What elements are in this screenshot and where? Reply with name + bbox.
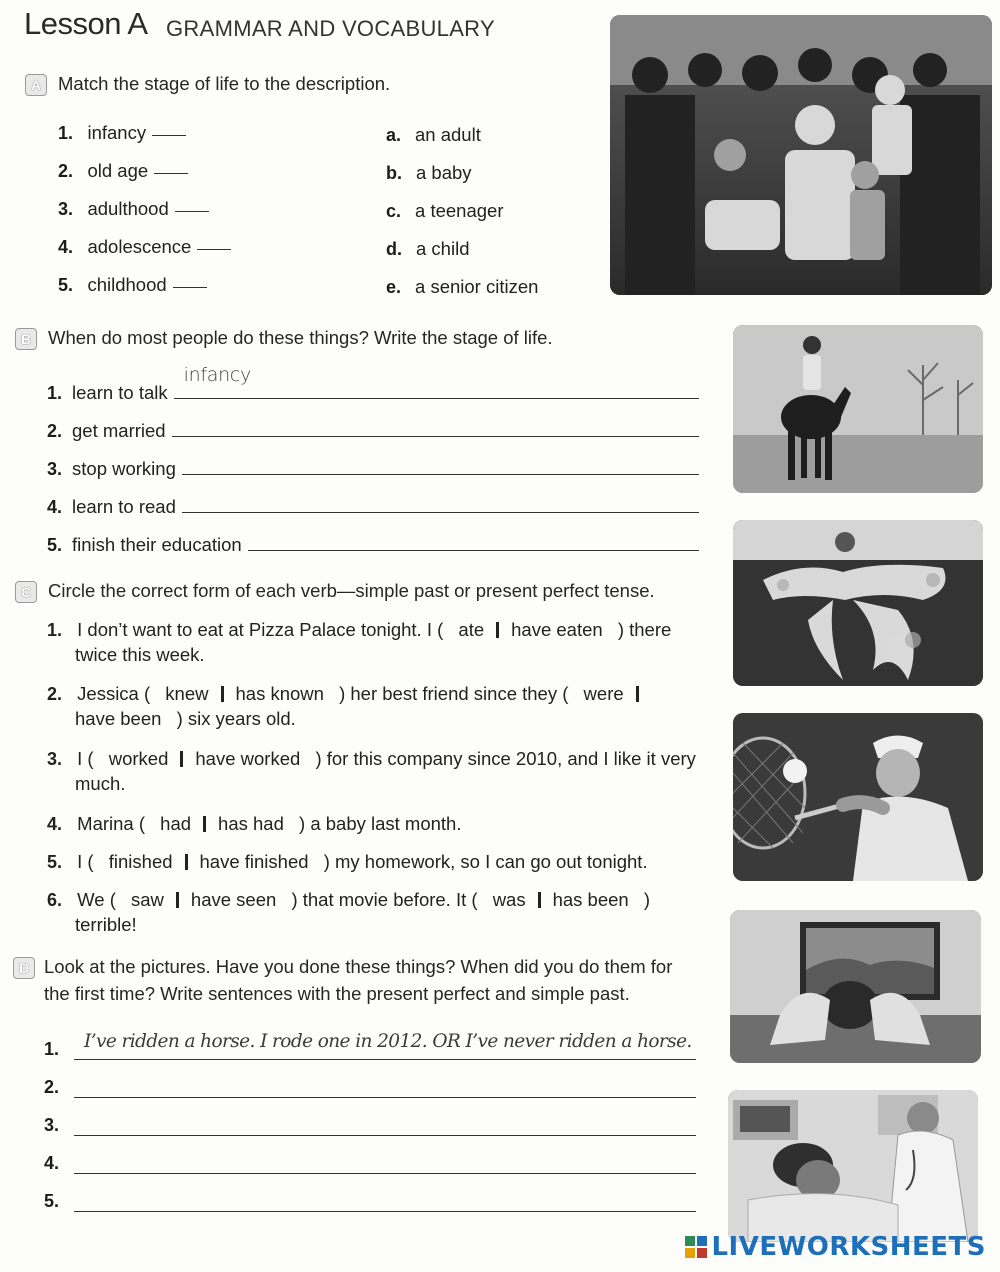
answer-line[interactable] bbox=[172, 414, 699, 437]
section-a-badge: A bbox=[25, 74, 47, 96]
question-text: I ( bbox=[77, 851, 94, 872]
choice-option[interactable]: has been bbox=[552, 889, 629, 910]
section-b-items bbox=[47, 364, 699, 566]
question-6 bbox=[47, 889, 650, 936]
option-text: a teenager bbox=[415, 200, 504, 221]
item-text: learn to talk bbox=[72, 382, 168, 403]
question-3 bbox=[47, 748, 696, 795]
list-item bbox=[47, 528, 699, 566]
item-number: 5. bbox=[47, 852, 63, 872]
section-a-items bbox=[58, 122, 231, 312]
list-item bbox=[386, 238, 538, 276]
list-item bbox=[58, 198, 231, 236]
item-number: 1. bbox=[47, 620, 63, 640]
list-item bbox=[58, 122, 231, 160]
item-text: get married bbox=[72, 420, 166, 441]
option-text: a child bbox=[416, 238, 470, 259]
choice-option[interactable]: had bbox=[160, 813, 192, 834]
choice-option[interactable]: has known bbox=[235, 683, 324, 704]
question-text: twice this week. bbox=[75, 644, 205, 665]
item-number: 2. bbox=[47, 421, 63, 441]
item-number: 1. bbox=[58, 123, 74, 143]
item-number: 1. bbox=[44, 1039, 60, 1059]
choice-option[interactable]: finished bbox=[108, 851, 173, 872]
horse-rider-photo bbox=[733, 325, 983, 493]
item-number: 4. bbox=[47, 814, 63, 834]
handwritten-answer: I’ve ridden a horse. I rode one in 2012. OR I’ve never ridden a horse. bbox=[84, 1031, 692, 1052]
question-text: ) there bbox=[617, 619, 672, 640]
question-text: ) her best friend since they ( bbox=[339, 683, 569, 704]
item-number: 2. bbox=[58, 161, 74, 181]
list-item bbox=[386, 276, 538, 314]
divider bbox=[203, 816, 206, 832]
hospital-patient-photo bbox=[728, 1090, 978, 1242]
list-item bbox=[386, 124, 538, 162]
liveworksheets-watermark bbox=[685, 1232, 986, 1262]
section-a-instruction: Match the stage of life to the description. bbox=[58, 73, 391, 94]
answer-blank[interactable] bbox=[197, 248, 231, 250]
choice-option[interactable]: were bbox=[583, 683, 624, 704]
item-text: stop working bbox=[72, 458, 176, 479]
question-4 bbox=[47, 813, 462, 835]
section-c-instruction: Circle the correct form of each verb—simple past or present perfect tense. bbox=[48, 580, 655, 601]
divider bbox=[496, 622, 499, 638]
list-item bbox=[44, 1136, 696, 1174]
question-2 bbox=[47, 683, 651, 730]
section-b-instruction: When do most people do these things? Write the stage of life. bbox=[48, 327, 553, 348]
item-text: adolescence bbox=[87, 236, 192, 257]
answer-blank[interactable] bbox=[152, 134, 186, 136]
family-gathering-photo bbox=[610, 15, 992, 295]
question-text: ) for this company since 2010, and I like it very bbox=[315, 748, 696, 769]
tv-viewer-photo bbox=[730, 910, 981, 1063]
lesson-subtitle: GRAMMAR AND VOCABULARY bbox=[166, 16, 495, 41]
option-letter: d. bbox=[386, 239, 402, 259]
item-number: 4. bbox=[47, 497, 63, 517]
list-item bbox=[44, 1174, 696, 1212]
item-number: 4. bbox=[58, 237, 74, 257]
divider bbox=[180, 751, 183, 767]
list-item bbox=[47, 490, 699, 528]
choice-option[interactable]: ate bbox=[458, 619, 485, 640]
divider bbox=[185, 854, 188, 870]
section-d-badge: D bbox=[13, 957, 35, 979]
item-number: 5. bbox=[58, 275, 74, 295]
section-a-options bbox=[386, 124, 538, 314]
question-text: Marina ( bbox=[77, 813, 146, 834]
answer-blank[interactable] bbox=[154, 172, 188, 174]
section-b-badge: B bbox=[15, 328, 37, 350]
divider bbox=[636, 686, 639, 702]
item-number: 3. bbox=[47, 749, 63, 769]
item-number: 3. bbox=[47, 459, 63, 479]
question-text: much. bbox=[75, 773, 126, 794]
section-d-instruction-line2: the first time? Write sentences with the present perfect and simple past. bbox=[44, 983, 630, 1004]
list-item bbox=[386, 200, 538, 238]
choice-option[interactable]: have seen bbox=[190, 889, 277, 910]
choice-option[interactable]: has had bbox=[218, 813, 284, 834]
choice-option[interactable]: knew bbox=[165, 683, 209, 704]
list-item bbox=[386, 162, 538, 200]
section-d-items bbox=[44, 1022, 696, 1212]
answer-line[interactable] bbox=[74, 1067, 696, 1098]
item-number: 6. bbox=[47, 890, 63, 910]
handwritten-answer: infancy bbox=[183, 364, 251, 386]
item-text: finish their education bbox=[72, 534, 242, 555]
option-letter: b. bbox=[386, 163, 402, 183]
list-item bbox=[47, 414, 699, 452]
item-text: childhood bbox=[87, 274, 167, 295]
choice-option[interactable]: saw bbox=[131, 889, 164, 910]
list-item bbox=[58, 160, 231, 198]
question-text: ) my homework, so I can go out tonight. bbox=[323, 851, 648, 872]
list-item bbox=[44, 1060, 696, 1098]
choice-option[interactable]: worked bbox=[108, 748, 169, 769]
item-number: 3. bbox=[44, 1115, 60, 1135]
item-text: infancy bbox=[87, 122, 147, 143]
item-number: 1. bbox=[47, 383, 63, 403]
option-text: a senior citizen bbox=[415, 276, 539, 297]
item-number: 2. bbox=[47, 684, 63, 704]
liveworksheets-logo-icon bbox=[685, 1235, 707, 1257]
option-text: an adult bbox=[415, 124, 481, 145]
watermark-text: LIVEWORKSHEETS bbox=[711, 1232, 986, 1262]
list-item bbox=[47, 452, 699, 490]
question-1 bbox=[47, 619, 671, 666]
question-text: ) bbox=[643, 889, 651, 910]
answer-line[interactable] bbox=[74, 1181, 696, 1212]
question-5 bbox=[47, 851, 648, 873]
item-text: learn to read bbox=[72, 496, 176, 517]
answer-blank[interactable] bbox=[175, 210, 209, 212]
list-item bbox=[44, 1022, 696, 1060]
item-number: 2. bbox=[44, 1077, 60, 1097]
item-number: 4. bbox=[44, 1153, 60, 1173]
list-item bbox=[47, 364, 699, 414]
list-item bbox=[58, 236, 231, 274]
item-number: 5. bbox=[47, 535, 63, 555]
answer-line[interactable] bbox=[248, 528, 699, 551]
answer-line[interactable] bbox=[182, 452, 699, 475]
question-text: ) a baby last month. bbox=[299, 813, 462, 834]
answer-blank[interactable] bbox=[173, 286, 207, 288]
option-letter: e. bbox=[386, 277, 402, 297]
choice-option[interactable]: have finished bbox=[199, 851, 309, 872]
section-d-instruction-line1: Look at the pictures. Have you done these things? When did you do them for bbox=[44, 956, 673, 977]
dancer-photo bbox=[733, 520, 983, 686]
answer-line[interactable] bbox=[182, 490, 699, 513]
question-text: Jessica ( bbox=[77, 683, 151, 704]
choice-option[interactable]: have worked bbox=[195, 748, 301, 769]
choice-option[interactable]: was bbox=[492, 889, 526, 910]
option-letter: c. bbox=[386, 201, 402, 221]
divider bbox=[176, 892, 179, 908]
question-text: ) that movie before. It ( bbox=[291, 889, 478, 910]
item-text: adulthood bbox=[87, 198, 169, 219]
divider bbox=[538, 892, 541, 908]
option-letter: a. bbox=[386, 125, 402, 145]
answer-line[interactable] bbox=[74, 1105, 696, 1136]
divider bbox=[221, 686, 224, 702]
question-text: ) six years old. bbox=[176, 708, 296, 729]
question-text: We ( bbox=[77, 889, 116, 910]
choice-option[interactable]: have been bbox=[75, 708, 162, 729]
lesson-title: Lesson A bbox=[24, 6, 148, 41]
list-item bbox=[44, 1098, 696, 1136]
question-text: I don’t want to eat at Pizza Palace tonight. I ( bbox=[77, 619, 444, 640]
item-number: 3. bbox=[58, 199, 74, 219]
section-c-badge: C bbox=[15, 581, 37, 603]
list-item bbox=[58, 274, 231, 312]
answer-line[interactable] bbox=[74, 1143, 696, 1174]
question-text: terrible! bbox=[75, 914, 137, 935]
answer-line[interactable] bbox=[74, 1029, 696, 1060]
option-text: a baby bbox=[416, 162, 472, 183]
question-text: I ( bbox=[77, 748, 94, 769]
item-text: old age bbox=[87, 160, 149, 181]
answer-line[interactable] bbox=[174, 364, 699, 399]
choice-option[interactable]: have eaten bbox=[511, 619, 603, 640]
item-number: 5. bbox=[44, 1191, 60, 1211]
tennis-player-photo bbox=[733, 713, 983, 881]
